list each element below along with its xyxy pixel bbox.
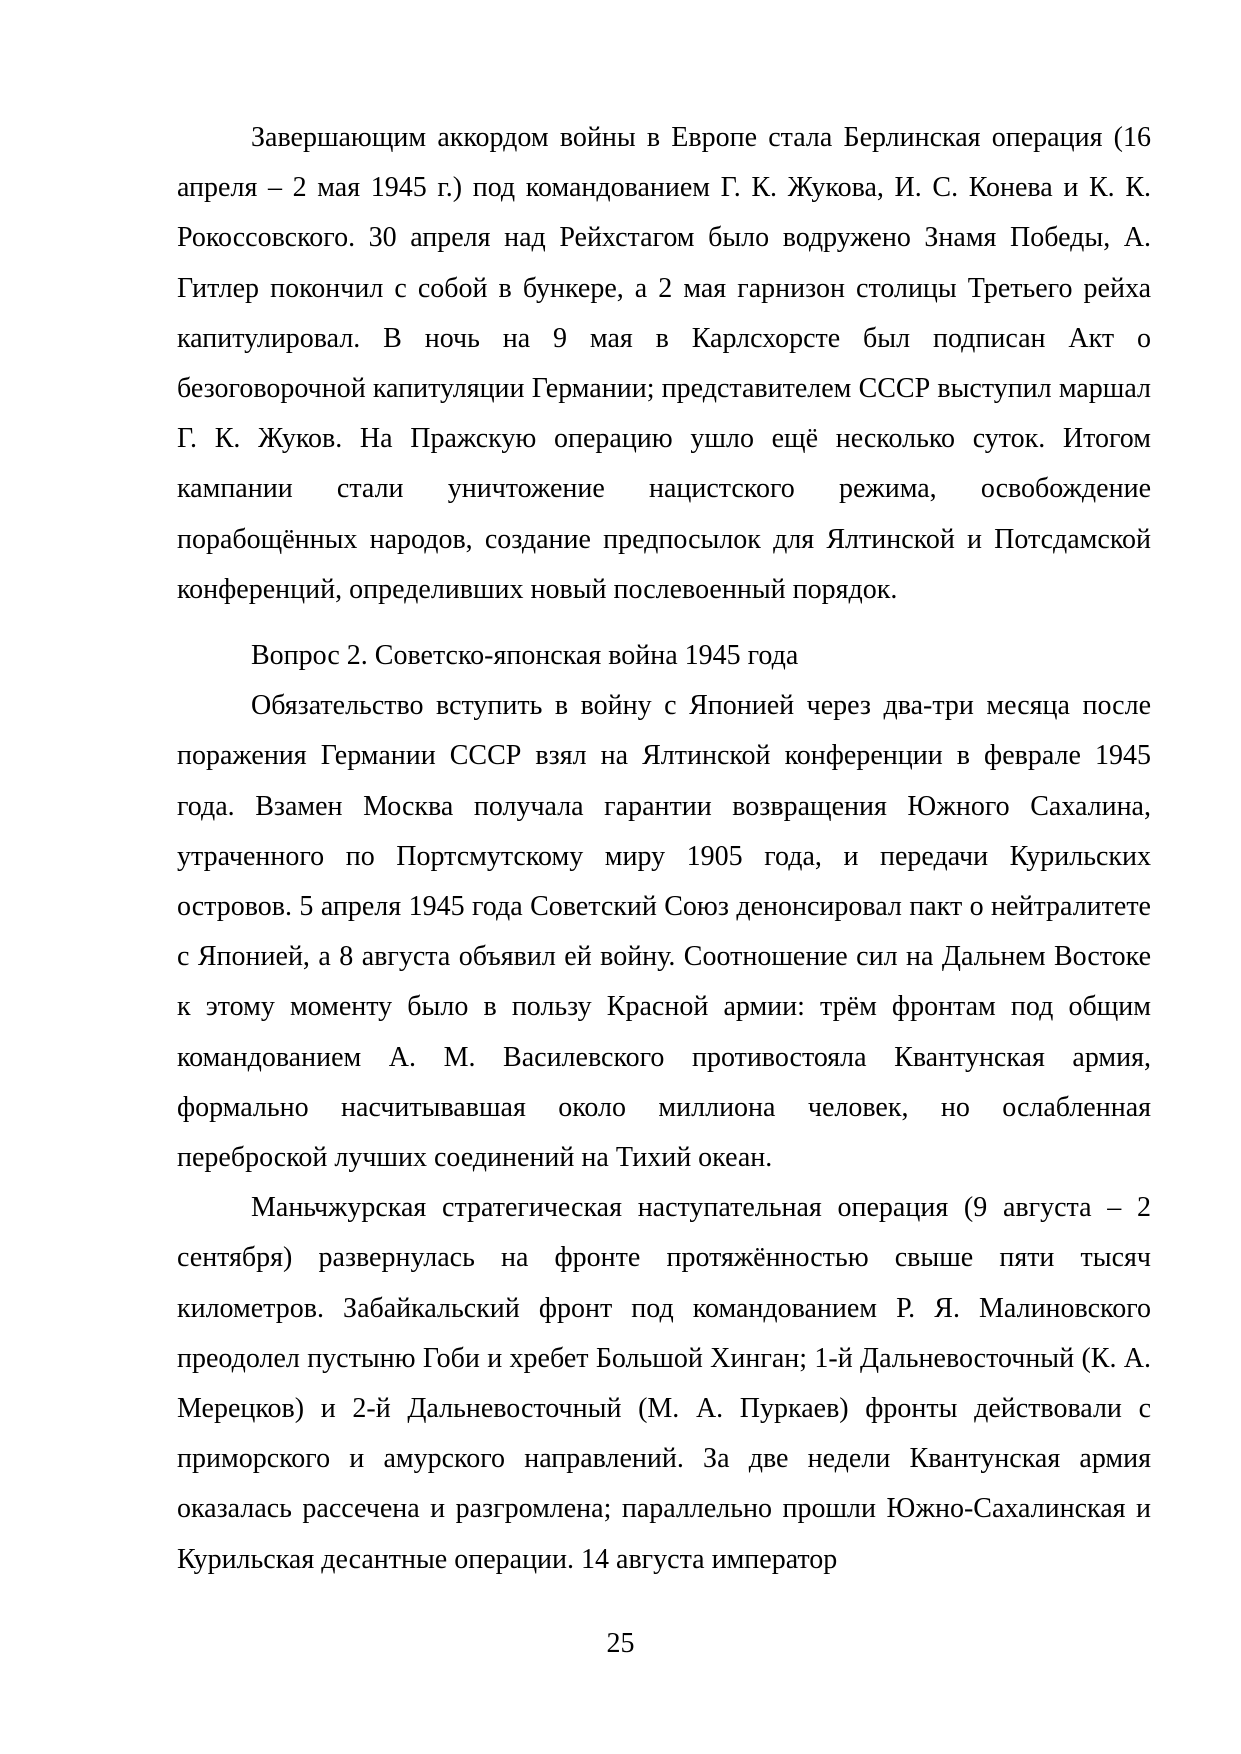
section-heading: Вопрос 2. Советско-японская война 1945 года: [251, 640, 799, 672]
page-number: 25: [606, 1628, 635, 1659]
paragraph-berlin-operation: Завершающим аккордом войны в Европе стала Берлинская операция (16 апреля – 2 мая 1945 г.) под командованием Г. К. Жукова, И. С. Конева и К. К. Рокоссовского. 30 апреля над Рейхстагом было водружено Знамя Победы, А. Гитлер покончил с собой в бункере, а 2 мая гарнизон столицы Третьего рейха капитулировал. В ночь на 9 мая в Карлсхорсте был подписан Акт о безоговорочной капитуляции Германии; представителем СССР выступил маршал Г. К. Жуков. На Пражскую операцию ушло ещё несколько суток. Итогом кампании стали уничтожение нацистского режима, освобождение порабощённых народов, создание предпосылок для Ялтинской и Потсдамской конференций, определивших новый послевоенный порядок.: [177, 122, 1151, 605]
paragraph-obligation: Обязательство вступить в войну с Японией через два-три месяца после поражения Германии СССР взял на Ялтинской конференции в феврале 1945 года. Взамен Москва получала гарантии возвращения Южного Сахалина, утраченного по Портсмутскому миру 1905 года, и передачи Курильских островов. 5 апреля 1945 года Советский Союз денонсировал пакт о нейтралитете с Японией, а 8 августа объявил ей войну. Соотношение сил на Дальнем Востоке к этому моменту было в пользу Красной армии: трём фронтам под общим командованием А. М. Василевского противостояла Квантунская армия, формально насчитывавшая около миллиона человек, но ослабленная переброской лучших соединений на Тихий океан.: [177, 690, 1151, 1174]
paragraph-manchurian-operation: Маньчжурская стратегическая наступательная операция (9 августа – 2 сентября) развернулась на фронте протяжённостью свыше пяти тысяч километров. Забайкальский фронт под командованием Р. Я. Малиновского преодолел пустыню Гоби и хребет Большой Хинган; 1-й Дальневосточный (К. А. Мерецков) и 2-й Дальневосточный (М. А. Пуркаев) фронты действовали с приморского и амурского направлений. За две недели Квантунская армия оказалась рассечена и разгромлена; параллельно прошли Южно-Сахалинская и Курильская десантные операции. 14 августа император: [177, 1192, 1151, 1575]
document-body: [177, 113, 1151, 1585]
